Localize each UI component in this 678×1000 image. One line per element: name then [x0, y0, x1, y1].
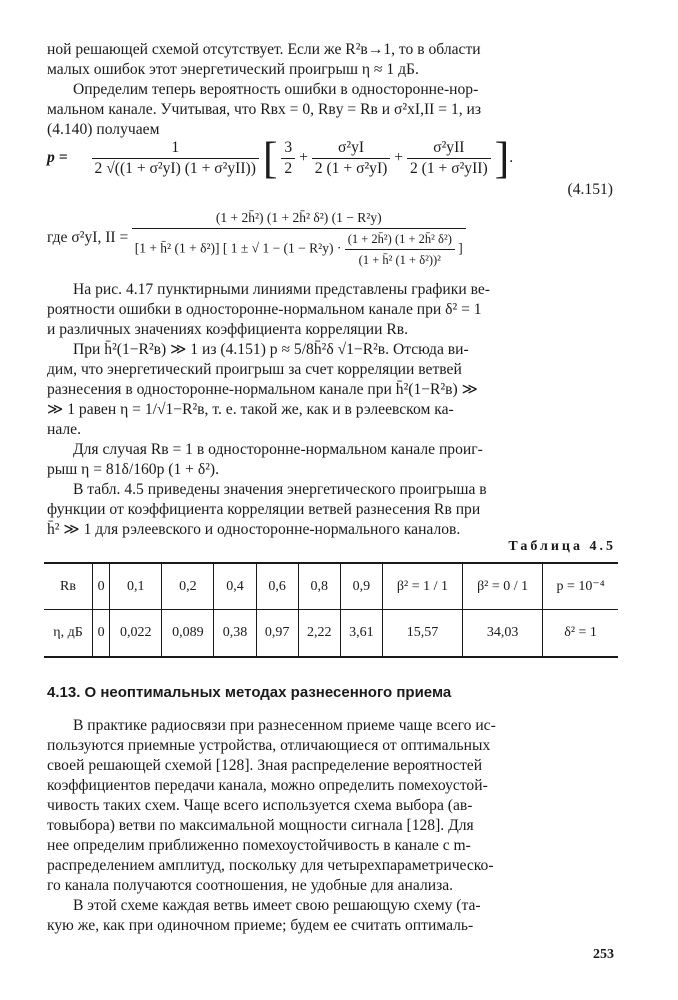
text-line: распределением амплитуд, поскольку для четырехпараметрическо-: [47, 857, 494, 874]
table-cell: Rв: [44, 563, 93, 610]
table-cell: 0,6: [256, 563, 298, 610]
data-table: [44, 562, 618, 658]
table-cell: 15,57: [382, 610, 462, 658]
text-line: При h̄²(1−R²в) ≫ 1 из (4.151) p ≈ 5/8h̄²δ √1−R²в. Отсюда ви-: [73, 341, 469, 358]
term-numerator: σ²yI: [312, 138, 391, 159]
inner-numerator: (1 + 2h̄²) (1 + 2h̄² δ²): [345, 229, 455, 250]
text-line: На рис. 4.17 пунктирными линиями представлены графики ве-: [73, 281, 490, 298]
fraction-numerator: 1: [92, 138, 259, 159]
formula-lhs: p =: [47, 149, 68, 167]
paragraph-6: [47, 716, 614, 896]
table-row: [44, 610, 618, 658]
table-cell: 0,1: [110, 563, 162, 610]
table-cell: 0,8: [298, 563, 340, 610]
text-line: В практике радиосвязи при разнесенном приеме чаще всего ис-: [73, 717, 496, 734]
denominator-sqrt: [ 1 ± √ 1 − (1 − R²y) ·: [222, 240, 342, 256]
term-numerator: σ²yII: [407, 138, 491, 159]
table-cell: 0,089: [162, 610, 214, 658]
text-line: В этой схеме каждая ветвь имеет свою решающую схему (та-: [73, 897, 481, 914]
table-cell: 0: [93, 563, 110, 610]
text-line: функции от коэффициента корреляции ветвей разнесения Rв при: [47, 501, 481, 518]
formula-term-3: [407, 138, 491, 179]
term-denominator: 2: [284, 160, 293, 177]
paragraph-7: [47, 896, 614, 936]
close-bracket: ]: [494, 133, 510, 183]
inner-fraction: [345, 229, 455, 270]
denominator-left: [1 + h̄² (1 + δ²)]: [134, 240, 220, 256]
text-line: малых ошибок этот энергетический проигрыш η ≈ 1 дБ.: [47, 61, 419, 78]
table-cell: δ² = 1: [543, 610, 618, 658]
formula-term-1: [281, 138, 295, 179]
fraction-denominator: 2 √((1 + σ²yI) (1 + σ²yII)): [94, 160, 256, 177]
open-bracket: [: [262, 133, 278, 183]
formula-lhs: где σ²yI, II =: [47, 229, 129, 247]
paragraph-3: [47, 340, 614, 440]
term-denominator: 2 (1 + σ²yII): [409, 160, 488, 177]
text-line: дим, что энергетический проигрыш за счет корреляции ветвей: [47, 361, 462, 378]
text-line: ≫ 1 равен η = 1/√1−R²в, т. е. такой же, как и в рэлеевском ка-: [47, 401, 454, 418]
paragraph-1: [47, 80, 614, 140]
formula-sigma: [47, 208, 617, 274]
text-line: (4.140) получаем: [47, 121, 160, 138]
text-line: кую же, как при одиночном приеме; будем ее считать оптималь-: [47, 917, 474, 934]
fraction-denominator: [132, 229, 466, 270]
text-line: h̄² ≫ 1 для рэлеевского и односторонне-нормального каналов.: [47, 521, 461, 538]
formula-fraction: [92, 138, 259, 179]
term-numerator: 3: [281, 138, 295, 159]
term-denominator: 2 (1 + σ²yI): [314, 160, 388, 177]
table-cell: 0,38: [214, 610, 256, 658]
text-line: рыш η = 81δ/160p (1 + δ²).: [47, 461, 219, 478]
section-heading: 4.13. О неоптимальных методах разнесенного приема: [47, 684, 452, 701]
paragraph-5: [47, 480, 614, 540]
table-cell: 34,03: [463, 610, 543, 658]
table-cell: 0: [93, 610, 110, 658]
table-cell: p = 10⁻⁴: [543, 563, 618, 610]
text-line: мальном канале. Учитывая, что Rвх = 0, Rвy = Rв и σ²xI,II = 1, из: [47, 101, 482, 118]
text-line: В табл. 4.5 приведены значения энергетического проигрыша в: [73, 481, 487, 498]
table-cell: 0,4: [214, 563, 256, 610]
table-caption: Таблица 4.5: [508, 539, 616, 554]
table-cell: 2,22: [298, 610, 340, 658]
table-cell: 3,61: [340, 610, 382, 658]
table-cell: β² = 0 / 1: [463, 563, 543, 610]
table-cell: 0,022: [110, 610, 162, 658]
text-line: товыбора) ветви по максимальной мощности сигнала [128]. Для: [47, 817, 474, 834]
text-line: своей решающей схемой [128]. Зная распределение вероятностей: [47, 757, 483, 774]
text-line: и различных значениях коэффициента корреляции Rв.: [47, 321, 408, 338]
paragraph-0: [47, 40, 614, 80]
text-line: Определим теперь вероятность ошибки в односторонне-нор-: [73, 81, 479, 98]
text-line: коэффициентов передачи канала, можно определить помехоустой-: [47, 777, 488, 794]
page-number: 253: [593, 947, 614, 962]
table-cell: η, дБ: [44, 610, 93, 658]
table-cell: 0,9: [340, 563, 382, 610]
text-line: го канала получаются соотношения, не удобные для анализа.: [47, 877, 454, 894]
text-line: нее определим приближенно помехоустойчивость в канале с m-: [47, 837, 471, 854]
text-line: ной решающей схемой отсутствует. Если же R²в→1, то в области: [47, 41, 481, 58]
text-line: пользуются приемные устройства, отличающиеся от оптимальных: [47, 737, 491, 754]
text-line: нале.: [47, 421, 82, 438]
formula-4-151: p = $\frac{1}{\text{2 √((1 + σ²yI) (1 + σ²yII))}}$ [ $\frac{3}{2}$ + $\frac{\text{σ²yI}}{\text{2 (1 + σ²yI)}}$ + $\frac{\text{σ²yII}}{\text{2 (1 + σ²yII)}}$ ]. (4.151): [47, 133, 613, 198]
table-cell: 0,97: [256, 610, 298, 658]
text-line: роятности ошибки в односторонне-нормальном канале при δ² = 1: [47, 301, 482, 318]
paragraph-4: [47, 440, 614, 480]
inner-denominator: (1 + h̄² (1 + δ²))²: [358, 253, 441, 267]
text-line: Для случая Rв = 1 в односторонне-нормальном канале проиг-: [73, 441, 483, 458]
equation-number: (4.151): [567, 181, 613, 198]
paragraph-2: [47, 280, 614, 340]
table-cell: 0,2: [162, 563, 214, 610]
table-cell: β² = 1 / 1: [382, 563, 462, 610]
formula-fraction: [132, 208, 466, 270]
denominator-close: ]: [458, 240, 463, 256]
table-row: [44, 563, 618, 610]
text-line: чивость таких схем. Чаще всего используется схема выбора (ав-: [47, 797, 473, 814]
formula-term-2: [312, 138, 391, 179]
text-line: разнесения в односторонне-нормальном канале при h̄²(1−R²в) ≫: [47, 381, 478, 398]
fraction-numerator: (1 + 2h̄²) (1 + 2h̄² δ²) (1 − R²y): [132, 208, 466, 229]
